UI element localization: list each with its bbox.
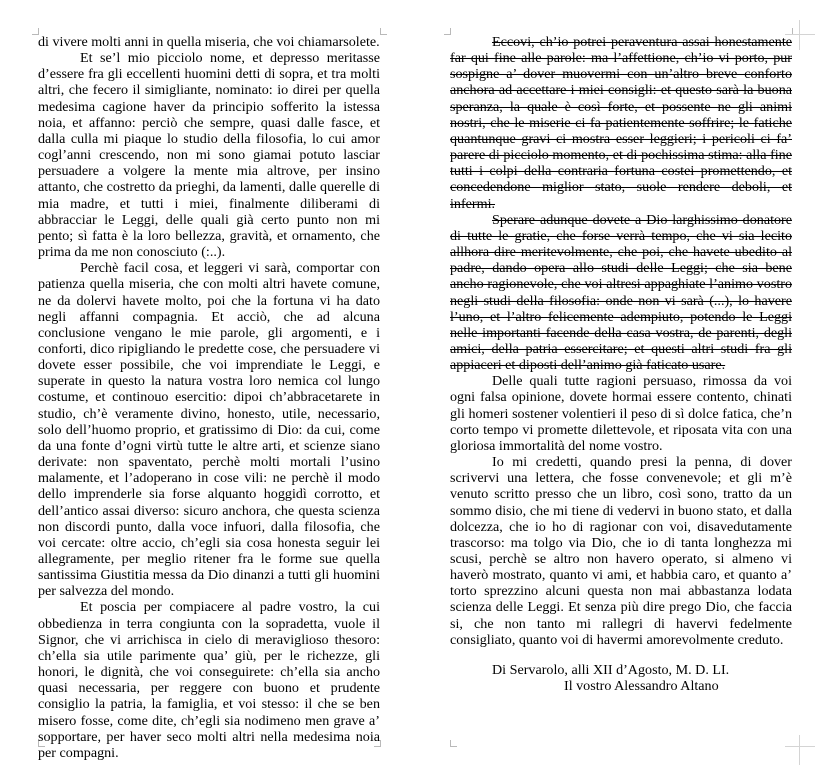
signature-place-date: Di Servarolo, alli XII d’Agosto, M. D. LI. <box>492 661 730 678</box>
struck-paragraph: Sperare adunque dovete a Dio larghissimo donatore di tutte le gratie, che forse verrà tempo, che vi sia lecito allhora dire meritevolmente, che poi, che havete ubedito al padre, dando opera allo studi delle Leggi; che sia bene ancho ragionevole, che voi altresi appaghiate l’animo vostro negli studi della filosofia: onde non vi sarà (...), lo havere l’uno, et l’altro felicemente adempiuto, potendo le Leggi nelle importanti facende della casa vostra, de parenti, degli amici, della patria essercitare; et questi altri studi fra gli appiaceri et diposti dell’animo già faticato usare. <box>450 211 792 374</box>
crop-mark-top-right-h <box>380 34 387 35</box>
right-text-column <box>450 34 792 694</box>
signature-name: Il vostro Alessandro Altano <box>564 678 719 695</box>
paragraph: Delle quali tutte ragioni persuaso, rimossa da voi ogni falsa opinione, dovete hormai essere contento, chinati gli homeri sostener volentieri il peso di sì dolce fatica, che’n corto tempo vi promette dilettevole, et riposata vita con una gloriosa immortalità del nome vostro. <box>450 373 792 454</box>
paragraph: Et se’l mio picciolo nome, et depresso meritasse d’essere fra gli eccellenti huomini detti di sopra, et tra molti altri, che fecero il simigliante, nominato: io direi per quella medesima cagione haver da principio sofferito la istessa noia, et affanno: perciò che sempre, quasi dalle fasce, et dalla culla mi piaque lo studio della filosofia, lo cui amor cogl’anni crescendo, non mi sono giamai potuto lasciar persuadere a volgere la mente mia altrove, per insino attanto, che costretto da prieghi, da lamenti, dalle querelle di mia madre, et tutti i miei, finalmente diliberami di abbracciar le Leggi, delle quali già certo punto non mi pento; sì fatta è la loro bellezza, gravità, et ornamento, che prima da me non conosciuto (:..). <box>38 50 380 261</box>
crop-mark-right-page-bottom-left-h <box>450 746 457 747</box>
left-text-column <box>38 34 380 761</box>
page-edge-vertical-top <box>799 20 800 50</box>
page-edge-horizontal-bottom <box>785 746 815 747</box>
paragraph: Et poscia per compiacere al padre vostro, la cui obbedienza in terra congiunta con la sopradetta, vuole il Signor, che vi arrichisca in cielo di meraviglioso thesoro: ch’ella sia utile parimente qua’ giù, per le richezze, gli honori, le dignità, che voi conseguirete: ch’ella sia ancho quasi necessaria, per reggere con buono et prudente consiglio la patria, la famiglia, et voi stesso: il che se ben misero fosse, come dite, ch’egli sia nodimeno men grave a’ sopportare, per haver seco molti altri nella medesima noia per compagni. <box>38 599 380 761</box>
page-edge-vertical-bottom <box>799 735 800 765</box>
paragraph: Io mi credetti, quando presi la penna, di dover scrivervi una lettera, che fosse convenevole; et gli m’è venuto scritto presso che un libro, così sono, tratto da un sommo disio, che mi tiene di vedervi in buono stato, et dalla dolcezza, che io ho di ragionar con voi, disavedutamente trascorso: ma tolgo via Dio, che io di tanta longhezza mi scusi, perchè se altro non havero operato, si almeno vi haverò mostrato, quanto vi ami, et habbia caro, et quanto a’ torto sprezzino alcuni questa non mai abbastanza lodata scienza delle Leggi. Et senza più dire prego Dio, che faccia si, che non tanto mi rallegri di havervi fedelmente consigliato, quanto voi di havermi amorevolmente creduto. <box>450 454 792 648</box>
struck-paragraph: Eccovi, ch’io potrei peraventura assai honestamente far qui fine alle parole: ma l’affettione, ch’io vi porto, pur sospigne a’ dover muovermi con un’altro breve conforto anchora ad accettare i miei consigli: et questo sarà la buona speranza, la quale è così forte, et possente ne gli animi nostri, che le miserie ci fa patientemente soffrire; le fatiche quantunque gravi ci mostra esser leggieri; i pericoli ci fa’ parere di picciolo momento, et di pochissima stima: alla fine tutti i colpi della contraria fortuna costei promettendo, et concedendone miglior stato, suole rendere deboli, et infermi. <box>450 34 792 212</box>
paragraph: Perchè facil cosa, et leggeri vi sarà, comportar con patienza quella miseria, che con molti altri havete comune, ne da dolervi havete molto, poi che la fortuna vi ha dato negli affanni compagnia. Et acciò, che ad alcuna conclusione vengano le mie parole, gli argomenti, e i conforti, dico ripigliando le predette cose, che persuadere vi dovete esser possibile, che voi imprendiate le Leggi, e superate in questo la natura vostra loro nemica col lungo costume, et continouo esercitio: dipoi ch’abbracetarete in studio, ch’è veramente divino, honesto, utile, necessario, solo dell’huomo proprio, et gratissimo di Dio: da cui, come da una fonte d’ogni virtù tutte le altre arti, et scienze siano derivate: non spaventato, perchè molti mortali l’usino malamente, et l’adoperano in cose vili: ne perchè il modo dello imprenderle sia forse alquanto hoggidì corrotto, et dell’antico assai diverso: sicuro anchora, che questa scienza non discordi punto, dalla voce infuori, dalla filosofia, che voi cercate: oltre accio, ch’egli sia cosa honesta seguir lei allegramente, per meglio ritener fra le forme sue quella santissima Giustitia messa da Dio dinanzi a tutti gli huomini per salvezza del mondo. <box>38 260 380 600</box>
paragraph: di vivere molti anni in quella miseria, che voi chiamarsolete. <box>38 34 380 50</box>
